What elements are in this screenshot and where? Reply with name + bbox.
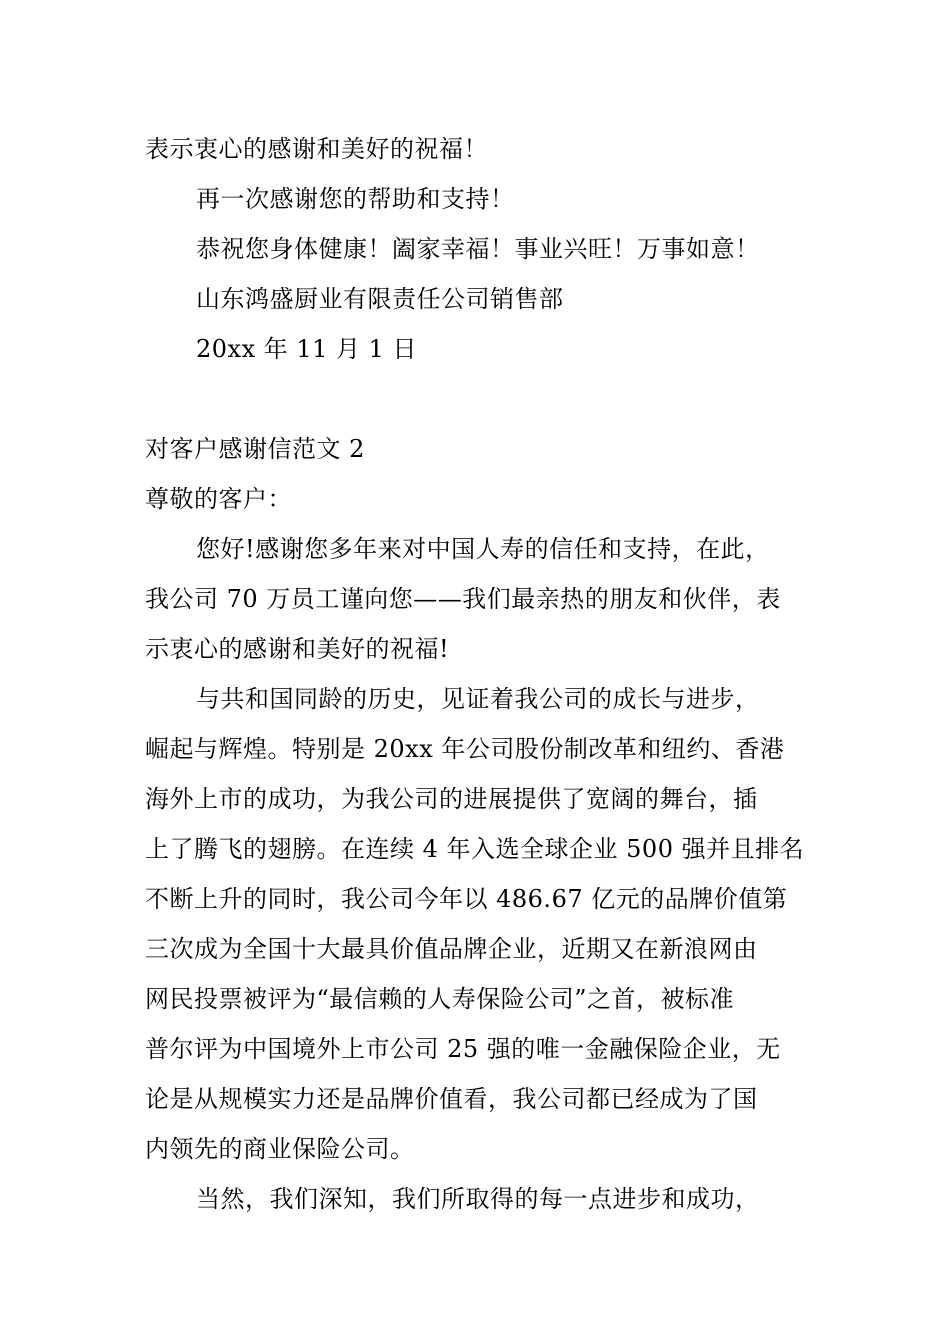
closing-line: 表示衷心的感谢和美好的祝福！ <box>145 135 488 163</box>
paragraph-2-line: 不断上升的同时，我公司今年以 486.67 亿元的品牌价值第 <box>145 885 788 913</box>
paragraph-2-line: 普尔评为中国境外上市公司 25 强的唯一金融保险企业，无 <box>145 1035 781 1063</box>
salutation: 尊敬的客户： <box>145 485 292 513</box>
paragraph-2-line: 内领先的商业保险公司。 <box>145 1135 415 1163</box>
paragraph-2-line: 崛起与辉煌。特别是 20xx 年公司股份制改革和纽约、香港 <box>145 735 785 763</box>
paragraph-2-line: 与共和国同龄的历史，见证着我公司的成长与进步， <box>196 685 760 713</box>
section-title: 对客户感谢信范文 2 <box>145 435 365 463</box>
paragraph-2-line: 网民投票被评为“最信赖的人寿保险公司”之首，被标准 <box>145 985 735 1013</box>
paragraph-2-line: 论是从规模实力还是品牌价值看，我公司都已经成为了国 <box>145 1085 758 1113</box>
thanks-again-line: 再一次感谢您的帮助和支持！ <box>196 185 515 213</box>
paragraph-1-line: 您好!感谢您多年来对中国人寿的信任和支持，在此， <box>196 535 770 563</box>
paragraph-2-line: 上了腾飞的翅膀。在连续 4 年入选全球企业 500 强并且排名 <box>145 835 805 863</box>
paragraph-2-line: 三次成为全国十大最具价值品牌企业，近期又在新浪网由 <box>145 935 758 963</box>
wishes-line: 恭祝您身体健康！阖家幸福！事业兴旺！万事如意！ <box>196 235 760 263</box>
paragraph-3-line: 当然，我们深知，我们所取得的每一点进步和成功， <box>196 1185 760 1213</box>
signature-date: 20xx 年 11 月 1 日 <box>196 335 418 363</box>
paragraph-1-line: 示衷心的感谢和美好的祝福! <box>145 635 450 663</box>
paragraph-1-line: 我公司 70 万员工谨向您——我们最亲热的朋友和伙伴，表 <box>145 585 781 613</box>
paragraph-2-line: 海外上市的成功，为我公司的进展提供了宽阔的舞台，插 <box>145 785 758 813</box>
signature-company: 山东鸿盛厨业有限责任公司销售部 <box>196 285 564 313</box>
